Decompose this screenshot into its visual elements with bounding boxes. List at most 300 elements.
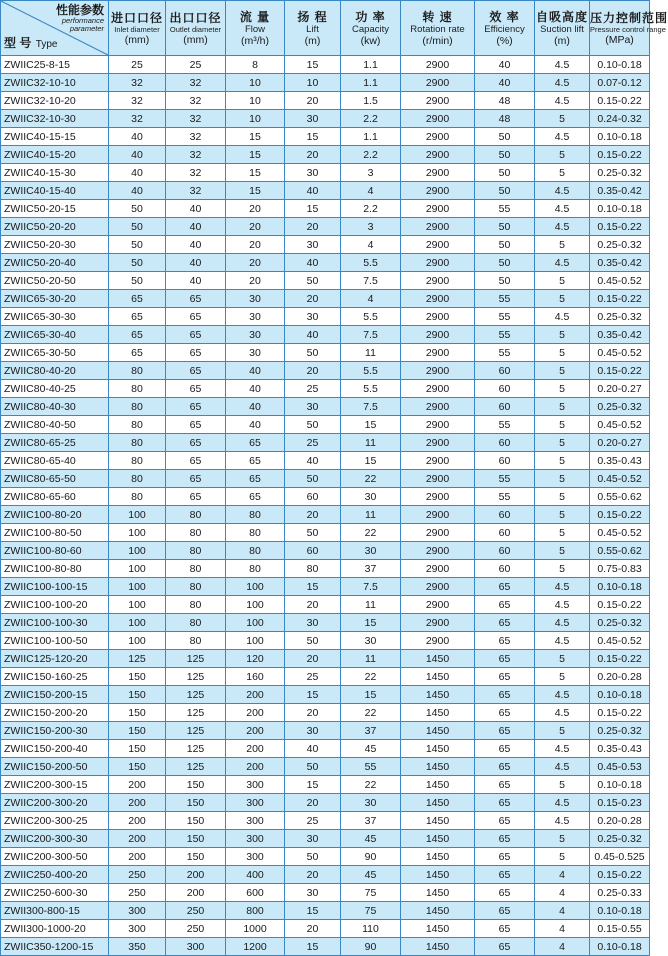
cell-flow: 20 bbox=[226, 272, 285, 290]
cell-outlet: 300 bbox=[166, 938, 226, 956]
cell-lift: 50 bbox=[285, 758, 341, 776]
cell-model: ZWIIC100-80-50 bbox=[1, 524, 109, 542]
cell-lift: 20 bbox=[285, 218, 341, 236]
cell-pressure: 0.45-0.52 bbox=[590, 470, 650, 488]
cell-inlet: 50 bbox=[109, 254, 166, 272]
cell-lift: 15 bbox=[285, 128, 341, 146]
cell-lift: 15 bbox=[285, 902, 341, 920]
cell-lift: 30 bbox=[285, 308, 341, 326]
cell-pressure: 0.25-0.32 bbox=[590, 236, 650, 254]
cell-rotation: 1450 bbox=[401, 722, 475, 740]
cell-model: ZWIIC40-15-20 bbox=[1, 146, 109, 164]
cell-suction: 5 bbox=[535, 380, 590, 398]
cell-pressure: 0.15-0.22 bbox=[590, 290, 650, 308]
cell-capacity: 11 bbox=[341, 344, 401, 362]
cell-efficiency: 65 bbox=[475, 758, 535, 776]
cell-suction: 4 bbox=[535, 866, 590, 884]
table-body bbox=[1, 56, 650, 956]
cell-capacity: 5.5 bbox=[341, 362, 401, 380]
cell-lift: 20 bbox=[285, 146, 341, 164]
cell-efficiency: 65 bbox=[475, 596, 535, 614]
cell-rotation: 2900 bbox=[401, 272, 475, 290]
cell-flow: 65 bbox=[226, 470, 285, 488]
cell-efficiency: 50 bbox=[475, 182, 535, 200]
cell-pressure: 0.35-0.42 bbox=[590, 326, 650, 344]
cell-flow: 200 bbox=[226, 758, 285, 776]
cell-outlet: 150 bbox=[166, 848, 226, 866]
cell-model: ZWIIC150-200-50 bbox=[1, 758, 109, 776]
table-row bbox=[1, 398, 650, 416]
cell-rotation: 2900 bbox=[401, 560, 475, 578]
cell-suction: 4.5 bbox=[535, 254, 590, 272]
table-row bbox=[1, 794, 650, 812]
col-header-outlet bbox=[166, 1, 226, 56]
cell-efficiency: 55 bbox=[475, 200, 535, 218]
cell-flow: 100 bbox=[226, 596, 285, 614]
cell-flow: 8 bbox=[226, 56, 285, 74]
cell-outlet: 150 bbox=[166, 830, 226, 848]
cell-inlet: 80 bbox=[109, 452, 166, 470]
cell-inlet: 300 bbox=[109, 920, 166, 938]
cell-flow: 1200 bbox=[226, 938, 285, 956]
cell-efficiency: 65 bbox=[475, 830, 535, 848]
cell-suction: 5 bbox=[535, 434, 590, 452]
cell-pressure: 0.35-0.43 bbox=[590, 452, 650, 470]
col-header-capacity bbox=[341, 1, 401, 56]
col-header-en: Pressure control range bbox=[590, 24, 666, 34]
cell-inlet: 80 bbox=[109, 398, 166, 416]
cell-suction: 5 bbox=[535, 650, 590, 668]
cell-suction: 5 bbox=[535, 326, 590, 344]
cell-pressure: 0.10-0.18 bbox=[590, 938, 650, 956]
col-header-cn: 出口口径 bbox=[169, 10, 222, 25]
col-header-cn: 流 量 bbox=[239, 9, 271, 24]
cell-inlet: 25 bbox=[109, 56, 166, 74]
cell-lift: 20 bbox=[285, 650, 341, 668]
cell-model: ZWIIC150-200-20 bbox=[1, 704, 109, 722]
cell-inlet: 65 bbox=[109, 326, 166, 344]
cell-pressure: 0.45-0.525 bbox=[590, 848, 650, 866]
cell-inlet: 40 bbox=[109, 128, 166, 146]
cell-outlet: 65 bbox=[166, 290, 226, 308]
cell-model: ZWIIC80-65-25 bbox=[1, 434, 109, 452]
cell-suction: 5 bbox=[535, 344, 590, 362]
table-row bbox=[1, 128, 650, 146]
cell-efficiency: 60 bbox=[475, 398, 535, 416]
cell-inlet: 250 bbox=[109, 884, 166, 902]
cell-lift: 25 bbox=[285, 812, 341, 830]
cell-outlet: 200 bbox=[166, 884, 226, 902]
col-header-unit: (kw) bbox=[360, 34, 381, 47]
cell-pressure: 0.10-0.18 bbox=[590, 56, 650, 74]
col-header-unit: (%) bbox=[496, 34, 513, 47]
cell-suction: 5 bbox=[535, 416, 590, 434]
cell-suction: 4.5 bbox=[535, 218, 590, 236]
cell-capacity: 55 bbox=[341, 758, 401, 776]
cell-pressure: 0.25-0.32 bbox=[590, 830, 650, 848]
cell-model: ZWIIC100-100-20 bbox=[1, 596, 109, 614]
cell-lift: 20 bbox=[285, 596, 341, 614]
cell-suction: 5 bbox=[535, 362, 590, 380]
cell-suction: 5 bbox=[535, 542, 590, 560]
cell-model: ZWIIC100-100-50 bbox=[1, 632, 109, 650]
table-row bbox=[1, 542, 650, 560]
col-header-en: Lift bbox=[306, 23, 319, 35]
cell-rotation: 2900 bbox=[401, 290, 475, 308]
cell-model: ZWIIC80-65-50 bbox=[1, 470, 109, 488]
cell-lift: 40 bbox=[285, 452, 341, 470]
cell-inlet: 100 bbox=[109, 506, 166, 524]
cell-pressure: 0.15-0.55 bbox=[590, 920, 650, 938]
cell-suction: 4.5 bbox=[535, 812, 590, 830]
cell-suction: 5 bbox=[535, 452, 590, 470]
cell-suction: 4.5 bbox=[535, 92, 590, 110]
cell-lift: 20 bbox=[285, 506, 341, 524]
cell-outlet: 25 bbox=[166, 56, 226, 74]
cell-flow: 1000 bbox=[226, 920, 285, 938]
cell-pressure: 0.15-0.22 bbox=[590, 704, 650, 722]
cell-capacity: 1.5 bbox=[341, 92, 401, 110]
cell-pressure: 0.10-0.18 bbox=[590, 902, 650, 920]
cell-flow: 100 bbox=[226, 614, 285, 632]
cell-efficiency: 65 bbox=[475, 578, 535, 596]
cell-flow: 65 bbox=[226, 488, 285, 506]
cell-flow: 400 bbox=[226, 866, 285, 884]
cell-model: ZWIIC200-300-20 bbox=[1, 794, 109, 812]
cell-suction: 5 bbox=[535, 236, 590, 254]
cell-lift: 20 bbox=[285, 290, 341, 308]
cell-rotation: 2900 bbox=[401, 200, 475, 218]
table-row bbox=[1, 92, 650, 110]
cell-capacity: 11 bbox=[341, 650, 401, 668]
cell-model: ZWIIC350-1200-15 bbox=[1, 938, 109, 956]
col-header-en: Capacity bbox=[352, 23, 389, 35]
cell-lift: 40 bbox=[285, 182, 341, 200]
table-row bbox=[1, 650, 650, 668]
cell-suction: 5 bbox=[535, 722, 590, 740]
col-header-unit: (mm) bbox=[124, 33, 150, 46]
cell-suction: 5 bbox=[535, 506, 590, 524]
cell-rotation: 2900 bbox=[401, 452, 475, 470]
cell-lift: 15 bbox=[285, 776, 341, 794]
cell-lift: 25 bbox=[285, 380, 341, 398]
cell-pressure: 0.15-0.22 bbox=[590, 92, 650, 110]
cell-efficiency: 40 bbox=[475, 74, 535, 92]
cell-suction: 5 bbox=[535, 146, 590, 164]
cell-capacity: 2.2 bbox=[341, 200, 401, 218]
cell-inlet: 150 bbox=[109, 668, 166, 686]
table-row bbox=[1, 488, 650, 506]
cell-lift: 50 bbox=[285, 416, 341, 434]
cell-suction: 4.5 bbox=[535, 308, 590, 326]
cell-outlet: 150 bbox=[166, 794, 226, 812]
col-header-cn: 转 速 bbox=[422, 9, 453, 24]
cell-suction: 4.5 bbox=[535, 74, 590, 92]
cell-efficiency: 50 bbox=[475, 254, 535, 272]
table-row bbox=[1, 452, 650, 470]
cell-lift: 40 bbox=[285, 326, 341, 344]
cell-rotation: 2900 bbox=[401, 110, 475, 128]
table-row bbox=[1, 164, 650, 182]
cell-inlet: 100 bbox=[109, 632, 166, 650]
cell-lift: 15 bbox=[285, 686, 341, 704]
cell-outlet: 125 bbox=[166, 704, 226, 722]
cell-rotation: 2900 bbox=[401, 56, 475, 74]
cell-rotation: 2900 bbox=[401, 380, 475, 398]
col-header-en: Efficiency bbox=[484, 23, 525, 35]
cell-efficiency: 55 bbox=[475, 488, 535, 506]
table-row bbox=[1, 758, 650, 776]
cell-flow: 40 bbox=[226, 398, 285, 416]
cell-pressure: 0.15-0.23 bbox=[590, 794, 650, 812]
cell-efficiency: 65 bbox=[475, 704, 535, 722]
cell-inlet: 65 bbox=[109, 308, 166, 326]
cell-outlet: 80 bbox=[166, 578, 226, 596]
cell-rotation: 2900 bbox=[401, 254, 475, 272]
cell-pressure: 0.20-0.28 bbox=[590, 812, 650, 830]
cell-lift: 15 bbox=[285, 578, 341, 596]
cell-suction: 4 bbox=[535, 920, 590, 938]
cell-inlet: 40 bbox=[109, 182, 166, 200]
cell-lift: 20 bbox=[285, 362, 341, 380]
cell-pressure: 0.45-0.53 bbox=[590, 758, 650, 776]
cell-inlet: 350 bbox=[109, 938, 166, 956]
cell-rotation: 1450 bbox=[401, 830, 475, 848]
col-header-en: Rotation rate bbox=[410, 23, 465, 35]
cell-model: ZWIIC25-8-15 bbox=[1, 56, 109, 74]
cell-model: ZWIIC100-80-20 bbox=[1, 506, 109, 524]
cell-efficiency: 55 bbox=[475, 326, 535, 344]
cell-pressure: 0.45-0.52 bbox=[590, 416, 650, 434]
param-heading-cn: 性能参数 bbox=[55, 3, 104, 17]
cell-capacity: 45 bbox=[341, 830, 401, 848]
cell-pressure: 0.25-0.32 bbox=[590, 164, 650, 182]
cell-capacity: 2.2 bbox=[341, 110, 401, 128]
table-row bbox=[1, 560, 650, 578]
cell-outlet: 200 bbox=[166, 866, 226, 884]
cell-flow: 10 bbox=[226, 92, 285, 110]
cell-pressure: 0.55-0.62 bbox=[590, 488, 650, 506]
cell-pressure: 0.15-0.22 bbox=[590, 362, 650, 380]
cell-outlet: 32 bbox=[166, 110, 226, 128]
cell-efficiency: 60 bbox=[475, 542, 535, 560]
cell-inlet: 80 bbox=[109, 380, 166, 398]
cell-suction: 4.5 bbox=[535, 794, 590, 812]
cell-flow: 200 bbox=[226, 740, 285, 758]
cell-efficiency: 65 bbox=[475, 668, 535, 686]
cell-model: ZWIIC80-40-20 bbox=[1, 362, 109, 380]
cell-outlet: 80 bbox=[166, 596, 226, 614]
cell-capacity: 22 bbox=[341, 668, 401, 686]
cell-lift: 60 bbox=[285, 542, 341, 560]
col-header-unit: (m) bbox=[304, 34, 321, 47]
cell-rotation: 2900 bbox=[401, 506, 475, 524]
cell-efficiency: 55 bbox=[475, 416, 535, 434]
cell-rotation: 2900 bbox=[401, 434, 475, 452]
col-header-unit: (MPa) bbox=[605, 33, 634, 46]
cell-lift: 20 bbox=[285, 794, 341, 812]
cell-suction: 5 bbox=[535, 830, 590, 848]
cell-model: ZWIIC150-200-40 bbox=[1, 740, 109, 758]
col-header-unit: (m³/h) bbox=[241, 34, 269, 47]
cell-inlet: 32 bbox=[109, 92, 166, 110]
cell-lift: 40 bbox=[285, 740, 341, 758]
cell-capacity: 1.1 bbox=[341, 128, 401, 146]
cell-outlet: 65 bbox=[166, 308, 226, 326]
cell-outlet: 32 bbox=[166, 146, 226, 164]
cell-flow: 100 bbox=[226, 578, 285, 596]
cell-pressure: 0.35-0.42 bbox=[590, 182, 650, 200]
cell-pressure: 0.25-0.32 bbox=[590, 722, 650, 740]
col-header-cn: 进口口径 bbox=[110, 10, 163, 25]
cell-inlet: 300 bbox=[109, 902, 166, 920]
cell-flow: 300 bbox=[226, 830, 285, 848]
table-row bbox=[1, 74, 650, 92]
cell-pressure: 0.25-0.32 bbox=[590, 308, 650, 326]
cell-pressure: 0.10-0.18 bbox=[590, 200, 650, 218]
cell-rotation: 1450 bbox=[401, 938, 475, 956]
table-row bbox=[1, 578, 650, 596]
cell-efficiency: 65 bbox=[475, 722, 535, 740]
cell-model: ZWIIC150-200-15 bbox=[1, 686, 109, 704]
cell-flow: 10 bbox=[226, 110, 285, 128]
cell-flow: 80 bbox=[226, 560, 285, 578]
cell-suction: 4.5 bbox=[535, 182, 590, 200]
cell-inlet: 50 bbox=[109, 236, 166, 254]
cell-suction: 5 bbox=[535, 110, 590, 128]
cell-lift: 50 bbox=[285, 632, 341, 650]
table-row bbox=[1, 146, 650, 164]
cell-inlet: 150 bbox=[109, 686, 166, 704]
cell-capacity: 5.5 bbox=[341, 308, 401, 326]
cell-rotation: 1450 bbox=[401, 650, 475, 668]
cell-inlet: 100 bbox=[109, 542, 166, 560]
cell-outlet: 40 bbox=[166, 200, 226, 218]
table-row bbox=[1, 902, 650, 920]
cell-flow: 300 bbox=[226, 794, 285, 812]
cell-flow: 200 bbox=[226, 722, 285, 740]
cell-rotation: 2900 bbox=[401, 416, 475, 434]
cell-inlet: 200 bbox=[109, 830, 166, 848]
cell-pressure: 0.20-0.27 bbox=[590, 380, 650, 398]
param-heading-en1: performance bbox=[61, 16, 104, 25]
cell-flow: 15 bbox=[226, 182, 285, 200]
cell-outlet: 65 bbox=[166, 434, 226, 452]
cell-model: ZWIIC80-65-60 bbox=[1, 488, 109, 506]
cell-rotation: 1450 bbox=[401, 758, 475, 776]
cell-suction: 4.5 bbox=[535, 758, 590, 776]
cell-capacity: 22 bbox=[341, 524, 401, 542]
cell-flow: 15 bbox=[226, 128, 285, 146]
cell-pressure: 0.10-0.18 bbox=[590, 686, 650, 704]
cell-pressure: 0.55-0.62 bbox=[590, 542, 650, 560]
cell-inlet: 80 bbox=[109, 470, 166, 488]
cell-flow: 20 bbox=[226, 200, 285, 218]
cell-lift: 50 bbox=[285, 848, 341, 866]
cell-outlet: 65 bbox=[166, 416, 226, 434]
table-row bbox=[1, 200, 650, 218]
cell-inlet: 200 bbox=[109, 848, 166, 866]
cell-rotation: 2900 bbox=[401, 578, 475, 596]
cell-outlet: 40 bbox=[166, 236, 226, 254]
cell-outlet: 80 bbox=[166, 542, 226, 560]
cell-efficiency: 60 bbox=[475, 524, 535, 542]
cell-pressure: 0.20-0.28 bbox=[590, 668, 650, 686]
cell-model: ZWIIC32-10-20 bbox=[1, 92, 109, 110]
cell-inlet: 200 bbox=[109, 794, 166, 812]
cell-efficiency: 65 bbox=[475, 794, 535, 812]
cell-outlet: 125 bbox=[166, 758, 226, 776]
cell-efficiency: 65 bbox=[475, 866, 535, 884]
table-row bbox=[1, 272, 650, 290]
cell-efficiency: 65 bbox=[475, 848, 535, 866]
cell-pressure: 0.25-0.33 bbox=[590, 884, 650, 902]
cell-outlet: 32 bbox=[166, 164, 226, 182]
cell-model: ZWIIC50-20-50 bbox=[1, 272, 109, 290]
cell-model: ZWIIC100-80-60 bbox=[1, 542, 109, 560]
cell-rotation: 2900 bbox=[401, 470, 475, 488]
cell-pressure: 0.35-0.43 bbox=[590, 740, 650, 758]
cell-capacity: 45 bbox=[341, 866, 401, 884]
cell-capacity: 30 bbox=[341, 542, 401, 560]
col-header-en: Inlet diameter bbox=[114, 24, 160, 34]
col-header-en: Suction lift bbox=[540, 23, 584, 35]
cell-capacity: 7.5 bbox=[341, 326, 401, 344]
cell-lift: 20 bbox=[285, 920, 341, 938]
cell-suction: 5 bbox=[535, 164, 590, 182]
table-row bbox=[1, 308, 650, 326]
cell-efficiency: 50 bbox=[475, 128, 535, 146]
cell-model: ZWII300-1000-20 bbox=[1, 920, 109, 938]
cell-suction: 5 bbox=[535, 488, 590, 506]
cell-outlet: 32 bbox=[166, 74, 226, 92]
cell-suction: 5 bbox=[535, 668, 590, 686]
cell-capacity: 90 bbox=[341, 848, 401, 866]
table-row bbox=[1, 524, 650, 542]
cell-outlet: 65 bbox=[166, 398, 226, 416]
cell-model: ZWIIC80-40-30 bbox=[1, 398, 109, 416]
cell-inlet: 100 bbox=[109, 524, 166, 542]
cell-model: ZWIIC200-300-15 bbox=[1, 776, 109, 794]
cell-capacity: 5.5 bbox=[341, 254, 401, 272]
cell-model: ZWIIC150-160-25 bbox=[1, 668, 109, 686]
table-row bbox=[1, 938, 650, 956]
cell-pressure: 0.45-0.52 bbox=[590, 632, 650, 650]
cell-outlet: 125 bbox=[166, 650, 226, 668]
cell-capacity: 37 bbox=[341, 812, 401, 830]
cell-inlet: 40 bbox=[109, 164, 166, 182]
cell-flow: 100 bbox=[226, 632, 285, 650]
table-row bbox=[1, 326, 650, 344]
cell-outlet: 65 bbox=[166, 326, 226, 344]
cell-model: ZWIIC200-300-30 bbox=[1, 830, 109, 848]
cell-inlet: 150 bbox=[109, 740, 166, 758]
cell-outlet: 65 bbox=[166, 470, 226, 488]
cell-capacity: 30 bbox=[341, 632, 401, 650]
cell-rotation: 2900 bbox=[401, 614, 475, 632]
table-row bbox=[1, 776, 650, 794]
table-row bbox=[1, 740, 650, 758]
cell-efficiency: 60 bbox=[475, 560, 535, 578]
cell-suction: 4.5 bbox=[535, 740, 590, 758]
cell-pressure: 0.75-0.83 bbox=[590, 560, 650, 578]
table-row bbox=[1, 596, 650, 614]
cell-capacity: 45 bbox=[341, 740, 401, 758]
cell-model: ZWIIC80-40-50 bbox=[1, 416, 109, 434]
cell-lift: 30 bbox=[285, 236, 341, 254]
cell-suction: 4.5 bbox=[535, 56, 590, 74]
col-header-cn: 扬 程 bbox=[297, 9, 328, 24]
